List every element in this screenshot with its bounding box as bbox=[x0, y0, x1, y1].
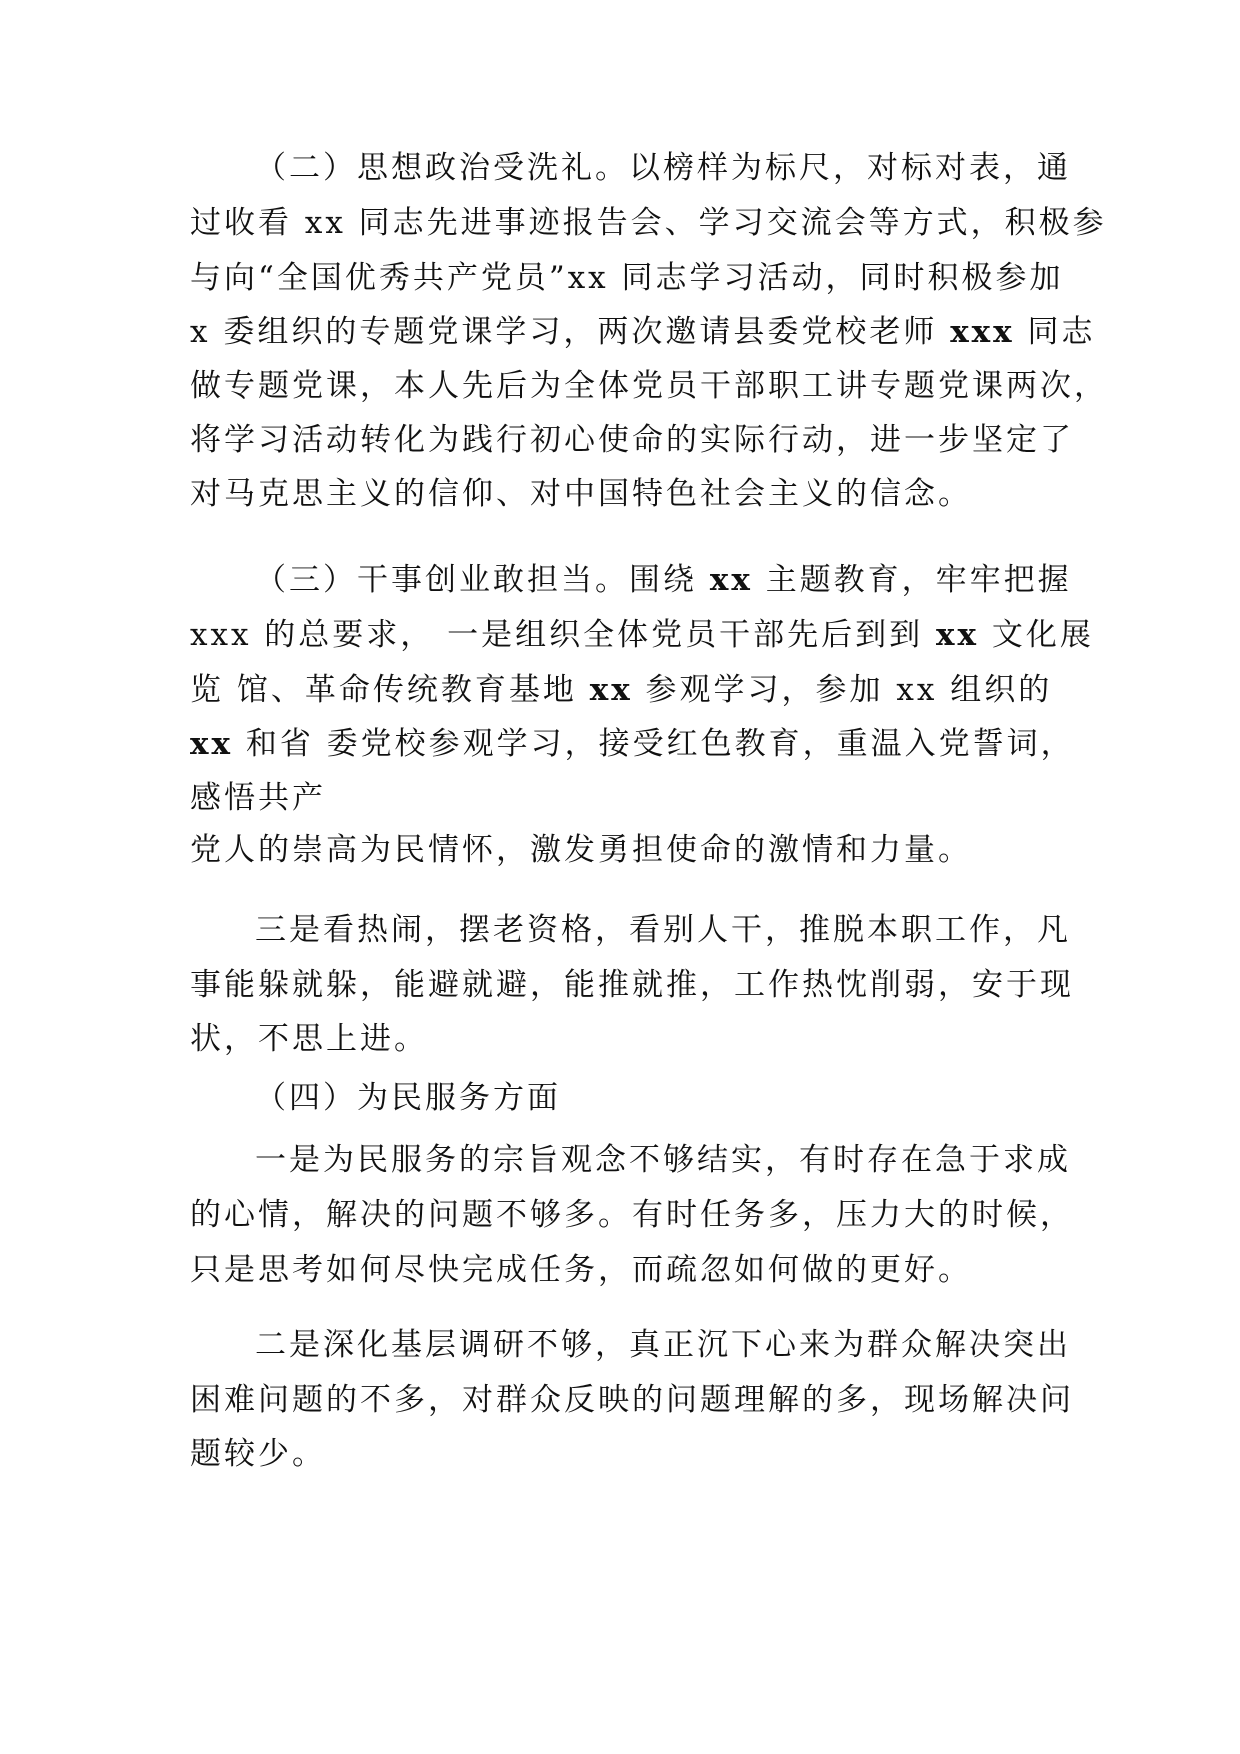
text-line bbox=[190, 615, 1094, 655]
bold-text: xx bbox=[589, 672, 633, 708]
text-line: 困难问题的不多，对群众反映的问题理解的多，现场解决问 bbox=[190, 1382, 1074, 1418]
text-line: 感悟共产 bbox=[190, 780, 326, 816]
text-line bbox=[190, 312, 1096, 352]
text-line: 三是看热闹，摆老资格，看别人干，推脱本职工作，凡 bbox=[255, 912, 1071, 948]
text-line: 做专题党课，本人先后为全体党员干部职工讲专题党课两次， bbox=[190, 368, 1108, 404]
text-line: 过收看 xx 同志先进事迹报告会、学习交流会等方式，积极参 bbox=[190, 205, 1107, 241]
text-line bbox=[190, 670, 1052, 710]
text-line: 二是深化基层调研不够，真正沉下心来为群众解决突出 bbox=[255, 1327, 1071, 1363]
text-segment: 同志 bbox=[1027, 314, 1096, 350]
text-segment: 文化展 bbox=[991, 617, 1094, 653]
text-segment: xxx 的总要求， 一是组织全体党员干部先后到到 bbox=[190, 617, 924, 653]
bold-text: xx bbox=[709, 562, 753, 598]
text-segment: 览 馆、革命传统教育基地 bbox=[190, 672, 577, 708]
text-line: （二）思想政治受洗礼。以榜样为标尺，对标对表，通 bbox=[255, 150, 1071, 186]
text-line: 一是为民服务的宗旨观念不够结实，有时存在急于求成 bbox=[255, 1142, 1071, 1178]
text-line: 题较少。 bbox=[190, 1436, 326, 1472]
text-line: 对马克思主义的信仰、对中国特色社会主义的信念。 bbox=[190, 476, 972, 512]
text-line: 的心情，解决的问题不够多。有时任务多，压力大的时候， bbox=[190, 1197, 1074, 1233]
text-line: 党人的崇高为民情怀，激发勇担使命的激情和力量。 bbox=[190, 832, 972, 868]
text-segment: 主题教育，牢牢把握 bbox=[765, 562, 1072, 598]
text-line: 状，不思上进。 bbox=[190, 1021, 428, 1057]
text-segment: 和省 委党校参观学习，接受红色教育，重温入党誓词， bbox=[245, 726, 1075, 762]
text-line: 将学习活动转化为践行初心使命的实际行动，进一步坚定了 bbox=[190, 422, 1074, 458]
text-segment: x 委组织的专题党课学习，两次邀请县委党校老师 bbox=[190, 314, 938, 350]
bold-text: xxx bbox=[950, 314, 1015, 350]
text-line bbox=[190, 724, 1075, 764]
text-line: 与向“全国优秀共产党员”xx 同志学习活动，同时积极参加 bbox=[190, 260, 1064, 296]
text-line: 只是思考如何尽快完成任务，而疏忽如何做的更好。 bbox=[190, 1252, 972, 1288]
bold-text: xx bbox=[936, 617, 979, 653]
text-line: 事能躲就躲，能避就避，能推就推，工作热忱削弱，安于现 bbox=[190, 967, 1074, 1003]
text-segment: （三）干事创业敢担当。围绕 bbox=[255, 562, 697, 598]
section-heading: （四）为民服务方面 bbox=[255, 1080, 561, 1116]
text-line bbox=[255, 560, 1072, 600]
bold-text: xx bbox=[190, 726, 233, 762]
text-segment: 参观学习，参加 xx 组织的 bbox=[645, 672, 1053, 708]
